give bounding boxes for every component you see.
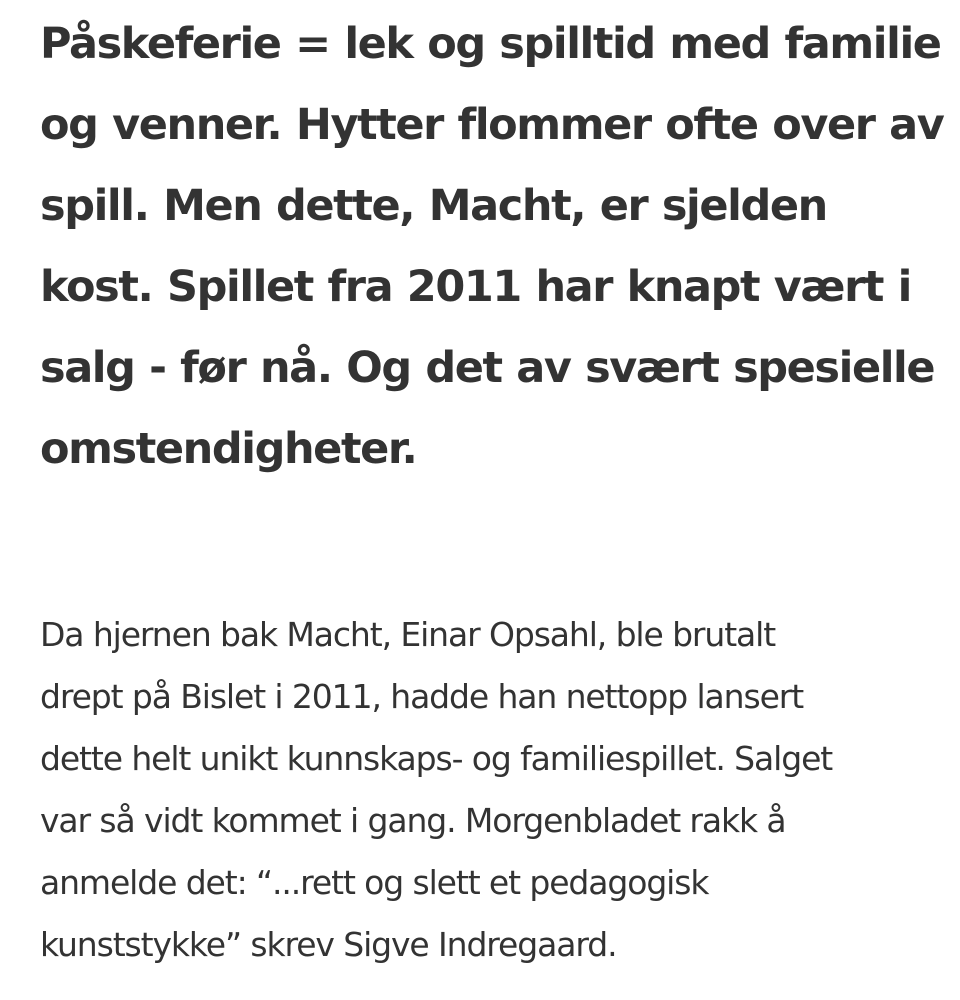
- lead-line: omstendigheter.: [40, 424, 417, 474]
- body-line: Da hjernen bak Macht, Einar Opsahl, ble brutalt: [40, 615, 776, 654]
- lead-line: kost. Spillet fra 2011 har knapt vært i: [40, 262, 911, 312]
- body-line: var så vidt kommet i gang. Morgenbladet rakk å: [40, 801, 786, 840]
- lead-line: salg - før nå. Og det av svært spesielle: [40, 343, 935, 393]
- article: [40, 0, 944, 964]
- lead-line: spill. Men dette, Macht, er sjelden: [40, 181, 827, 231]
- body-paragraph: [40, 604, 832, 976]
- body-line: dette helt unikt kunnskaps- og familiespillet. Salget: [40, 739, 833, 778]
- lead-line: Påskeferie = lek og spilltid med familie: [40, 19, 941, 69]
- body-line: drept på Bislet i 2011, hadde han nettopp lansert: [40, 677, 804, 716]
- lead-paragraph: [40, 0, 944, 490]
- body-line: kunststykke” skrev Sigve Indregaard.: [40, 925, 617, 964]
- lead-line: og venner. Hytter flommer ofte over av: [40, 100, 944, 150]
- body-line: anmelde det: “...rett og slett et pedagogisk: [40, 863, 709, 902]
